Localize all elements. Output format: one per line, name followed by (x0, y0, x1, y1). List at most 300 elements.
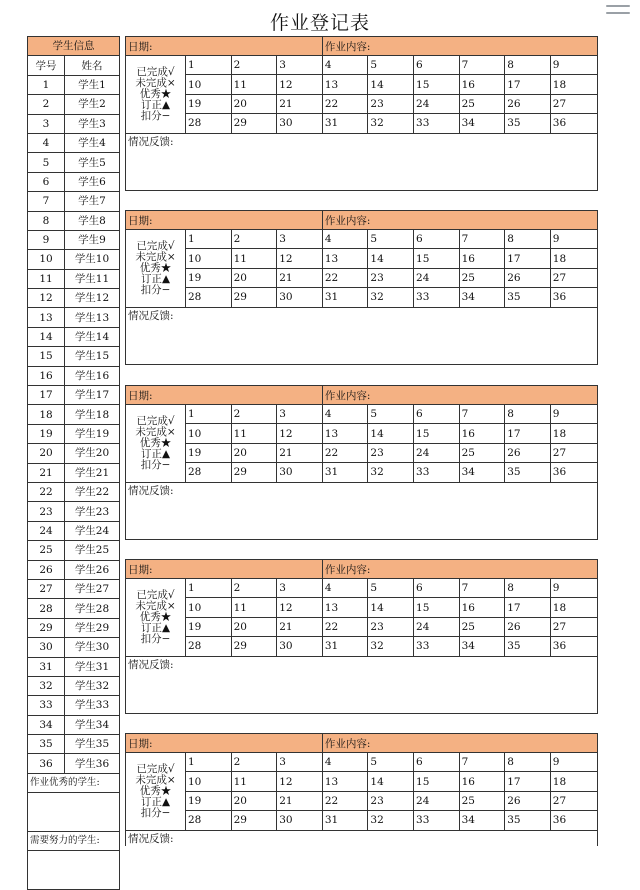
feedback-cell[interactable] (126, 133, 598, 190)
student-name: 学生31 (65, 657, 120, 676)
student-number-cell[interactable]: 29 (231, 463, 277, 482)
student-number-cell[interactable]: 36 (550, 288, 597, 307)
legend-item: 已完成√ (136, 239, 175, 252)
date-label[interactable]: 日期: (126, 211, 323, 230)
student-name: 学生24 (65, 521, 120, 540)
legend-item: 订正▲ (140, 98, 171, 111)
student-number-cell[interactable]: 28 (186, 288, 232, 307)
student-number-cell[interactable]: 1 (186, 56, 232, 75)
student-row (28, 172, 120, 191)
legend-item: 未完成× (135, 773, 176, 786)
student-number-cell[interactable]: 31 (322, 114, 368, 133)
student-no: 22 (28, 482, 65, 501)
student-no: 21 (28, 463, 65, 482)
date-label[interactable]: 日期: (126, 560, 323, 579)
student-row (28, 444, 120, 463)
student-no: 27 (28, 579, 65, 598)
student-number-cell[interactable]: 9 (550, 230, 597, 249)
student-row (28, 599, 120, 618)
student-number-cell[interactable]: 32 (368, 811, 414, 830)
student-name: 学生14 (65, 327, 120, 346)
student-number-cell[interactable]: 18 (550, 75, 597, 94)
student-number-cell[interactable]: 34 (459, 811, 505, 830)
student-number-cell[interactable]: 30 (277, 288, 323, 307)
student-number-cell[interactable]: 6 (414, 753, 460, 772)
student-no: 9 (28, 230, 65, 249)
student-row (28, 347, 120, 366)
student-number-cell[interactable]: 15 (414, 598, 460, 617)
student-name: 学生20 (65, 444, 120, 463)
student-number-cell[interactable]: 10 (186, 75, 232, 94)
date-label[interactable]: 日期: (126, 37, 323, 56)
student-no: 33 (28, 696, 65, 715)
student-number-cell[interactable]: 2 (231, 230, 277, 249)
student-row (28, 230, 120, 249)
student-number-cell[interactable]: 20 (231, 94, 277, 113)
student-number-cell[interactable]: 31 (322, 811, 368, 830)
student-number-cell[interactable]: 16 (459, 772, 505, 791)
student-number-cell[interactable]: 29 (231, 811, 277, 830)
student-number-cell[interactable]: 15 (414, 249, 460, 268)
student-row (28, 579, 120, 598)
student-no: 18 (28, 405, 65, 424)
student-number-cell[interactable]: 6 (414, 56, 460, 75)
student-no: 36 (28, 754, 65, 773)
student-number-cell[interactable]: 10 (186, 598, 232, 617)
student-number-cell[interactable]: 30 (277, 811, 323, 830)
student-number-cell[interactable]: 33 (414, 463, 460, 482)
student-number-cell[interactable]: 15 (414, 772, 460, 791)
legend-item: 优秀★ (139, 87, 172, 100)
legend-cell (126, 230, 186, 308)
student-number-cell[interactable]: 35 (505, 811, 551, 830)
content-label[interactable]: 作业内容: (322, 386, 597, 405)
student-number-cell[interactable]: 18 (550, 249, 597, 268)
student-name: 学生19 (65, 424, 120, 443)
student-number-cell[interactable]: 23 (368, 443, 414, 462)
student-number-cell[interactable]: 31 (322, 637, 368, 656)
legend-item: 已完成√ (136, 588, 175, 601)
student-row (28, 482, 120, 501)
student-no: 34 (28, 715, 65, 734)
feedback-label: 情况反馈: (128, 484, 174, 497)
student-number-cell[interactable]: 7 (459, 753, 505, 772)
student-number-cell[interactable]: 33 (414, 811, 460, 830)
student-number-cell[interactable]: 31 (322, 288, 368, 307)
student-number-cell[interactable]: 27 (550, 268, 597, 287)
student-number-cell[interactable]: 27 (550, 94, 597, 113)
student-number-cell[interactable]: 17 (505, 249, 551, 268)
legend-item: 扣分− (140, 806, 171, 819)
student-number-cell[interactable]: 35 (505, 463, 551, 482)
student-number-cell[interactable]: 8 (505, 579, 551, 598)
student-name: 学生16 (65, 366, 120, 385)
homework-block (125, 733, 598, 846)
student-name: 学生21 (65, 463, 120, 482)
student-name: 学生26 (65, 560, 120, 579)
student-number-cell[interactable]: 18 (550, 424, 597, 443)
student-number-cell[interactable]: 6 (414, 230, 460, 249)
student-info-table (27, 36, 120, 890)
student-number-cell[interactable]: 31 (322, 463, 368, 482)
student-number-cell[interactable]: 15 (414, 75, 460, 94)
student-no: 15 (28, 347, 65, 366)
student-number-cell[interactable]: 2 (231, 56, 277, 75)
student-no: 4 (28, 133, 65, 152)
student-number-cell[interactable]: 20 (231, 443, 277, 462)
student-number-cell[interactable]: 12 (277, 75, 323, 94)
student-number-cell[interactable]: 36 (550, 463, 597, 482)
student-row (28, 250, 120, 269)
student-number-cell[interactable]: 15 (414, 424, 460, 443)
student-number-cell[interactable]: 19 (186, 443, 232, 462)
student-number-cell[interactable]: 9 (550, 56, 597, 75)
legend-cell (126, 579, 186, 657)
menu-icon[interactable] (606, 0, 630, 14)
student-number-cell[interactable]: 20 (231, 791, 277, 810)
student-number-cell[interactable]: 22 (322, 268, 368, 287)
student-number-cell[interactable]: 10 (186, 424, 232, 443)
student-name: 学生15 (65, 347, 120, 366)
student-number-cell[interactable]: 22 (322, 94, 368, 113)
student-number-cell[interactable]: 26 (505, 268, 551, 287)
student-row (28, 192, 120, 211)
student-number-cell[interactable]: 14 (368, 424, 414, 443)
student-number-cell[interactable]: 8 (505, 56, 551, 75)
student-number-cell[interactable]: 10 (186, 772, 232, 791)
student-name: 学生4 (65, 133, 120, 152)
student-number-cell[interactable]: 13 (322, 75, 368, 94)
excellent-students-label-area[interactable] (28, 792, 120, 831)
student-number-cell[interactable]: 26 (505, 94, 551, 113)
student-number-cell[interactable]: 18 (550, 772, 597, 791)
student-number-cell[interactable]: 11 (231, 772, 277, 791)
student-number-cell[interactable]: 1 (186, 753, 232, 772)
student-no: 24 (28, 521, 65, 540)
col-name-header: 姓名 (65, 56, 120, 75)
student-number-cell[interactable]: 12 (277, 772, 323, 791)
student-number-cell[interactable]: 8 (505, 230, 551, 249)
student-number-cell[interactable]: 8 (505, 405, 551, 424)
student-name: 学生30 (65, 638, 120, 657)
student-number-cell[interactable]: 8 (505, 753, 551, 772)
student-number-cell[interactable]: 33 (414, 114, 460, 133)
student-number-cell[interactable]: 16 (459, 424, 505, 443)
legend-item: 扣分− (140, 283, 171, 296)
student-number-cell[interactable]: 22 (322, 617, 368, 636)
student-number-cell[interactable]: 3 (277, 753, 323, 772)
student-name: 学生7 (65, 192, 120, 211)
student-row (28, 754, 120, 773)
student-number-cell[interactable]: 22 (322, 443, 368, 462)
student-number-cell[interactable]: 14 (368, 249, 414, 268)
student-number-cell[interactable]: 10 (186, 249, 232, 268)
date-label[interactable]: 日期: (126, 734, 323, 753)
student-number-cell[interactable]: 7 (459, 579, 505, 598)
student-number-cell[interactable]: 3 (277, 579, 323, 598)
student-number-cell[interactable]: 16 (459, 598, 505, 617)
student-row (28, 657, 120, 676)
student-number-cell[interactable]: 19 (186, 94, 232, 113)
student-number-cell[interactable]: 4 (322, 405, 368, 424)
student-number-cell[interactable]: 2 (231, 579, 277, 598)
student-number-cell[interactable]: 30 (277, 114, 323, 133)
student-number-cell[interactable]: 13 (322, 772, 368, 791)
student-name: 学生10 (65, 250, 120, 269)
student-number-cell[interactable]: 24 (414, 443, 460, 462)
student-number-cell[interactable]: 14 (368, 75, 414, 94)
student-number-cell[interactable]: 5 (368, 753, 414, 772)
student-number-cell[interactable]: 19 (186, 268, 232, 287)
student-number-cell[interactable]: 7 (459, 405, 505, 424)
student-number-cell[interactable]: 32 (368, 463, 414, 482)
student-number-cell[interactable]: 28 (186, 463, 232, 482)
student-row (28, 502, 120, 521)
student-number-cell[interactable]: 24 (414, 791, 460, 810)
content-label[interactable]: 作业内容: (322, 560, 597, 579)
student-number-cell[interactable]: 29 (231, 114, 277, 133)
student-number-cell[interactable]: 24 (414, 268, 460, 287)
student-no: 23 (28, 502, 65, 521)
student-number-cell[interactable]: 32 (368, 637, 414, 656)
feedback-cell[interactable] (126, 656, 598, 713)
legend-item: 扣分− (140, 109, 171, 122)
student-number-cell[interactable]: 30 (277, 637, 323, 656)
student-number-cell[interactable]: 21 (277, 617, 323, 636)
student-no: 1 (28, 75, 65, 94)
student-name: 学生32 (65, 676, 120, 695)
student-number-cell[interactable]: 1 (186, 230, 232, 249)
student-number-cell[interactable]: 26 (505, 443, 551, 462)
homework-block (125, 210, 598, 365)
student-number-cell[interactable]: 23 (368, 94, 414, 113)
student-number-cell[interactable]: 4 (322, 56, 368, 75)
student-name: 学生23 (65, 502, 120, 521)
student-number-cell[interactable]: 35 (505, 114, 551, 133)
student-number-cell[interactable]: 27 (550, 791, 597, 810)
student-number-cell[interactable]: 22 (322, 791, 368, 810)
student-number-cell[interactable]: 11 (231, 598, 277, 617)
student-no: 11 (28, 269, 65, 288)
student-number-cell[interactable]: 14 (368, 598, 414, 617)
feedback-label: 情况反馈: (128, 135, 174, 148)
homework-block (125, 385, 598, 540)
student-number-cell[interactable]: 28 (186, 811, 232, 830)
student-number-cell[interactable]: 25 (459, 443, 505, 462)
student-number-cell[interactable]: 18 (550, 598, 597, 617)
student-no: 26 (28, 560, 65, 579)
content-label[interactable]: 作业内容: (322, 37, 597, 56)
student-number-cell[interactable]: 34 (459, 114, 505, 133)
legend-item: 未完成× (135, 425, 176, 438)
student-number-cell[interactable]: 13 (322, 424, 368, 443)
student-number-cell[interactable]: 26 (505, 617, 551, 636)
student-number-cell[interactable]: 13 (322, 598, 368, 617)
student-no: 29 (28, 618, 65, 637)
student-name: 学生12 (65, 289, 120, 308)
legend-item: 未完成× (135, 76, 176, 89)
student-no: 12 (28, 289, 65, 308)
student-number-cell[interactable]: 36 (550, 811, 597, 830)
student-number-cell[interactable]: 1 (186, 405, 232, 424)
student-number-cell[interactable]: 17 (505, 598, 551, 617)
student-number-cell[interactable]: 9 (550, 405, 597, 424)
student-number-cell[interactable]: 1 (186, 579, 232, 598)
student-number-cell[interactable]: 11 (231, 424, 277, 443)
student-number-cell[interactable]: 25 (459, 791, 505, 810)
student-number-cell[interactable]: 3 (277, 230, 323, 249)
student-number-cell[interactable]: 24 (414, 617, 460, 636)
student-number-cell[interactable]: 9 (550, 579, 597, 598)
student-no: 32 (28, 676, 65, 695)
col-no-header: 学号 (28, 56, 65, 75)
student-number-cell[interactable]: 33 (414, 637, 460, 656)
student-row (28, 211, 120, 230)
student-number-cell[interactable]: 19 (186, 791, 232, 810)
student-number-cell[interactable]: 25 (459, 94, 505, 113)
student-number-cell[interactable]: 21 (277, 268, 323, 287)
student-number-cell[interactable]: 2 (231, 753, 277, 772)
feedback-cell[interactable] (126, 830, 598, 846)
student-name: 学生13 (65, 308, 120, 327)
student-number-cell[interactable]: 19 (186, 617, 232, 636)
legend-item: 订正▲ (140, 272, 171, 285)
student-row (28, 327, 120, 346)
student-number-cell[interactable]: 16 (459, 249, 505, 268)
student-number-cell[interactable]: 32 (368, 288, 414, 307)
student-number-cell[interactable]: 13 (322, 249, 368, 268)
feedback-cell[interactable] (126, 307, 598, 364)
homework-block (125, 559, 598, 714)
content-label[interactable]: 作业内容: (322, 211, 597, 230)
student-name: 学生5 (65, 153, 120, 172)
student-number-cell[interactable]: 36 (550, 637, 597, 656)
student-info-header: 学生信息 (28, 37, 120, 56)
student-number-cell[interactable]: 34 (459, 637, 505, 656)
student-number-cell[interactable]: 35 (505, 288, 551, 307)
student-number-cell[interactable]: 28 (186, 114, 232, 133)
student-row (28, 715, 120, 734)
student-name: 学生33 (65, 696, 120, 715)
student-number-cell[interactable]: 9 (550, 753, 597, 772)
student-number-cell[interactable]: 29 (231, 288, 277, 307)
student-name: 学生6 (65, 172, 120, 191)
student-number-cell[interactable]: 32 (368, 114, 414, 133)
student-number-cell[interactable]: 35 (505, 637, 551, 656)
student-name: 学生2 (65, 95, 120, 114)
student-number-cell[interactable]: 6 (414, 579, 460, 598)
student-number-cell[interactable]: 7 (459, 230, 505, 249)
student-row (28, 153, 120, 172)
student-number-cell[interactable]: 5 (368, 405, 414, 424)
student-row (28, 95, 120, 114)
student-number-cell[interactable]: 17 (505, 424, 551, 443)
student-no: 6 (28, 172, 65, 191)
student-no: 25 (28, 541, 65, 560)
student-number-cell[interactable]: 11 (231, 249, 277, 268)
legend-item: 扣分− (140, 632, 171, 645)
student-name: 学生34 (65, 715, 120, 734)
student-row (28, 269, 120, 288)
student-number-cell[interactable]: 36 (550, 114, 597, 133)
student-number-cell[interactable]: 20 (231, 268, 277, 287)
student-number-cell[interactable]: 21 (277, 94, 323, 113)
student-name: 学生1 (65, 75, 120, 94)
student-row (28, 696, 120, 715)
student-number-cell[interactable]: 30 (277, 463, 323, 482)
student-number-cell[interactable]: 24 (414, 94, 460, 113)
student-number-cell[interactable]: 3 (277, 56, 323, 75)
student-number-cell[interactable]: 7 (459, 56, 505, 75)
student-row (28, 289, 120, 308)
student-name: 学生27 (65, 579, 120, 598)
student-row (28, 133, 120, 152)
student-number-cell[interactable]: 6 (414, 405, 460, 424)
student-number-cell[interactable]: 34 (459, 463, 505, 482)
student-number-cell[interactable]: 4 (322, 230, 368, 249)
student-row (28, 308, 120, 327)
student-number-cell[interactable]: 28 (186, 637, 232, 656)
student-row (28, 521, 120, 540)
student-number-cell[interactable]: 27 (550, 443, 597, 462)
student-number-cell[interactable]: 12 (277, 249, 323, 268)
excellent-students-label: 作业优秀的学生: (28, 773, 120, 792)
student-number-cell[interactable]: 27 (550, 617, 597, 636)
student-number-cell[interactable]: 23 (368, 617, 414, 636)
student-number-cell[interactable]: 25 (459, 268, 505, 287)
student-number-cell[interactable]: 29 (231, 637, 277, 656)
student-number-cell[interactable]: 5 (368, 56, 414, 75)
feedback-cell[interactable] (126, 482, 598, 539)
student-name: 学生11 (65, 269, 120, 288)
student-number-cell[interactable]: 21 (277, 443, 323, 462)
student-number-cell[interactable]: 4 (322, 579, 368, 598)
student-number-cell[interactable]: 26 (505, 791, 551, 810)
student-number-cell[interactable]: 21 (277, 791, 323, 810)
student-number-cell[interactable]: 34 (459, 288, 505, 307)
student-name: 学生29 (65, 618, 120, 637)
student-number-cell[interactable]: 5 (368, 230, 414, 249)
student-name: 学生22 (65, 482, 120, 501)
student-number-cell[interactable]: 11 (231, 75, 277, 94)
legend-item: 优秀★ (139, 436, 172, 449)
improve-students-label-area[interactable] (28, 850, 120, 889)
student-number-cell[interactable]: 12 (277, 424, 323, 443)
student-name: 学生25 (65, 541, 120, 560)
legend-item: 订正▲ (140, 621, 171, 634)
date-label[interactable]: 日期: (126, 386, 323, 405)
student-number-cell[interactable]: 33 (414, 288, 460, 307)
student-number-cell[interactable]: 14 (368, 772, 414, 791)
content-label[interactable]: 作业内容: (322, 734, 597, 753)
student-no: 8 (28, 211, 65, 230)
student-number-cell[interactable]: 23 (368, 791, 414, 810)
student-number-cell[interactable]: 25 (459, 617, 505, 636)
student-number-cell[interactable]: 17 (505, 772, 551, 791)
student-number-cell[interactable]: 17 (505, 75, 551, 94)
student-number-cell[interactable]: 20 (231, 617, 277, 636)
student-number-cell[interactable]: 12 (277, 598, 323, 617)
student-row (28, 638, 120, 657)
student-number-cell[interactable]: 5 (368, 579, 414, 598)
student-number-cell[interactable]: 2 (231, 405, 277, 424)
student-number-cell[interactable]: 3 (277, 405, 323, 424)
student-number-cell[interactable]: 23 (368, 268, 414, 287)
feedback-label: 情况反馈: (128, 309, 174, 322)
student-number-cell[interactable]: 4 (322, 753, 368, 772)
student-number-cell[interactable]: 16 (459, 75, 505, 94)
legend-item: 优秀★ (139, 610, 172, 623)
